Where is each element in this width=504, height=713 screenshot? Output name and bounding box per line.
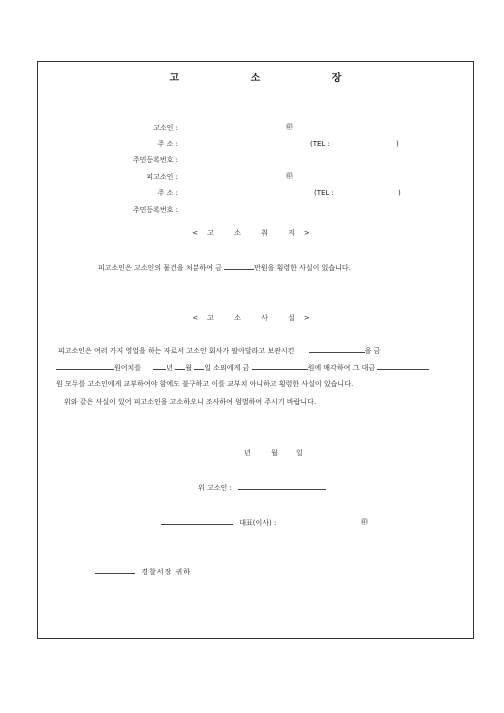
month-blank xyxy=(175,363,185,370)
defendant-seal-icon: ㊞ xyxy=(286,172,293,180)
document-title: 고 소 장 xyxy=(169,73,376,84)
purpose-text-a: 피고소인은 고소인의 물건을 처분하여 금 xyxy=(98,264,222,272)
defendant-tel-close: ) xyxy=(398,189,401,197)
signature-blank xyxy=(238,483,326,490)
facts-heading: <고 소 사 실> xyxy=(192,314,319,322)
complainant-id-label: 주민등록번호 : xyxy=(132,156,178,164)
purpose-heading: <고 소 취 지> xyxy=(192,229,319,237)
item-blank xyxy=(309,346,365,353)
complainant-seal-icon: ㊞ xyxy=(286,123,293,131)
police-station-blank xyxy=(95,567,135,574)
company-blank xyxy=(161,518,233,525)
representative-seal-icon: ㊞ xyxy=(361,518,368,526)
facts-line-4: 위와 같은 사실이 있어 피고소인을 고소하오니 조사하여 엄벌하여 주시기 바랍니다. xyxy=(64,398,317,406)
defendant-address-label: 주 소 : xyxy=(157,189,178,197)
facts-line-2-c: 월 xyxy=(185,364,193,372)
complainant-address-label: 주 소 : xyxy=(157,140,178,148)
day-blank xyxy=(194,363,204,370)
facts-line-2-e: 원에 매각하여 그 대금 xyxy=(307,364,376,372)
addressee-label: 경찰서장 귀하 xyxy=(141,568,192,576)
addressee-line xyxy=(95,567,191,577)
facts-line-1 xyxy=(58,346,380,356)
complainant-tel-close: ) xyxy=(396,140,399,148)
date-month: 월 xyxy=(271,449,278,457)
defendant-tel-label: (TEL : xyxy=(314,189,334,197)
facts-line-1-a: 피고소인은 여러 가지 영업을 하는 자로서 고소인 회사가 팔아달라고 보관시킨 xyxy=(58,347,295,355)
value-blank xyxy=(56,363,114,370)
facts-line-3: 원 모두를 고소인에게 교부하여야 함에도 불구하고 이를 교부치 아니하고 횡령한 사실이 있습니다. xyxy=(56,380,354,388)
facts-line-2-d: 일 소외에게 금 xyxy=(204,364,250,372)
sale-amount-blank xyxy=(252,363,308,370)
signature-label: 위 고소인 : xyxy=(198,484,232,492)
representative-line xyxy=(161,518,276,528)
facts-line-2-b: 년 xyxy=(166,364,174,372)
year-blank xyxy=(153,363,166,370)
complainant-tel-label: (TEL : xyxy=(310,140,330,148)
facts-line-1-b: 을 금 xyxy=(364,347,381,355)
signature-line xyxy=(198,483,326,493)
complainant-name-label: 고소인 : xyxy=(153,124,178,132)
document-frame xyxy=(37,61,474,639)
representative-label: 대표(이사) : xyxy=(239,519,277,527)
date-year: 년 xyxy=(244,449,251,457)
amount-blank xyxy=(224,263,254,270)
purpose-text-b: 만원을 횡령한 사실이 있습니다. xyxy=(254,264,351,272)
facts-line-2 xyxy=(56,363,429,373)
defendant-id-label: 주민등록번호 : xyxy=(132,206,178,214)
purpose-text xyxy=(98,263,351,273)
defendant-name-label: 피고소인 : xyxy=(146,173,178,181)
proceeds-blank xyxy=(377,363,429,370)
facts-line-2-a: 원어치를 xyxy=(114,364,142,372)
date-day: 일 xyxy=(296,449,303,457)
